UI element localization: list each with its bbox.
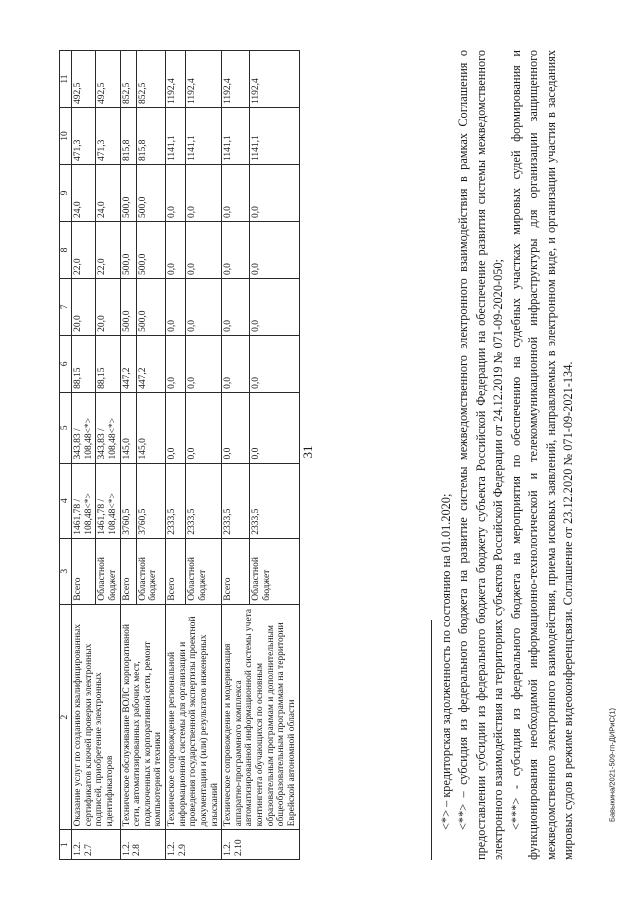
row-name-cell: Оказание услуг по созданию квалифицированных сертификатов ключей проверки электронных подписей, приобретение электронных идентификаторов [72,604,121,830]
value-cell: 0,0 [222,392,250,463]
value-cell: 88,15 [96,335,120,392]
value-cell: 0,0 [249,165,299,222]
page-number: 31 [300,445,315,459]
value-cell: 24,0 [72,165,96,222]
value-cell: 0,0 [166,221,186,278]
table-row [72,51,96,860]
column-number-header: 9 [60,165,72,222]
row-id-cell: 1.2. 2.10 [222,830,299,860]
value-cell: 1461,78 / 108,48<*> [96,463,120,538]
value-cell: 22,0 [72,221,96,278]
value-cell: 0,0 [222,165,250,222]
funding-source-cell: Областной бюджет [249,538,299,604]
row-name-cell: Техническое обслуживание ВОЛС корпоративной сети, автоматизированных рабочих мест, подключенных к корпоративной сети, ремонт компьютерной техники [120,604,166,830]
value-cell: 500,0 [120,165,136,222]
value-cell: 2333,5 [249,463,299,538]
value-cell: 815,8 [120,108,136,165]
value-cell: 1141,1 [222,108,250,165]
value-cell: 0,0 [222,335,250,392]
row-id-cell: 1.2. 2.7 [72,830,121,860]
value-cell: 1141,1 [166,108,186,165]
value-cell: 815,8 [136,108,165,165]
budget-table [59,50,300,860]
column-number-header: 6 [60,335,72,392]
footnote-federal-subsidy-interaction: <**> – субсидия из федерального бюджета на развитие системы межведомственного электронного взаимодействия в рамках Соглашения о предоставлении субсидии из федерального бюджета бюджету субъекта Российской Федерации на обеспечение развития системы межведомственного электронного взаимодействия на территориях субъектов Российской Федерации от 24.12.2019 № 071-09-2020-050; [456,50,506,860]
value-cell: 0,0 [186,278,222,335]
value-cell: 343,83 / 108,48<*> [96,392,120,463]
value-cell: 492,5 [72,51,96,108]
value-cell: 2333,5 [222,463,250,538]
value-cell: 492,5 [96,51,120,108]
value-cell: 0,0 [222,221,250,278]
value-cell: 3760,5 [120,463,136,538]
value-cell: 500,0 [120,278,136,335]
value-cell: 500,0 [136,165,165,222]
value-cell: 0,0 [166,278,186,335]
column-number-header: 5 [60,392,72,463]
value-cell: 1141,1 [249,108,299,165]
footnotes-block [431,50,578,860]
value-cell: 1461,78 / 108,48<*> [72,463,96,538]
value-cell: 0,0 [166,392,186,463]
value-cell: 0,0 [166,335,186,392]
funding-source-cell: Всего [72,538,96,604]
value-cell: 471,3 [96,108,120,165]
value-cell: 0,0 [249,221,299,278]
column-number-header: 7 [60,278,72,335]
value-cell: 0,0 [249,392,299,463]
column-number-header: 10 [60,108,72,165]
value-cell: 20,0 [72,278,96,335]
column-number-header: 1 [60,830,72,860]
value-cell: 22,0 [96,221,120,278]
column-number-header: 8 [60,221,72,278]
value-cell: 2333,5 [186,463,222,538]
row-id-cell: 1.2. 2.8 [120,830,166,860]
value-cell: 447,2 [136,335,165,392]
funding-source-cell: Всего [120,538,136,604]
value-cell: 24,0 [96,165,120,222]
value-cell: 1141,1 [186,108,222,165]
row-name-cell: Техническое сопровождение региональной информационной системы для организации и проведения государственной экспертизы проектной документации и (или) результатов инженерных изысканий [166,604,222,830]
value-cell: 3760,5 [136,463,165,538]
table-row [120,51,136,860]
value-cell: 0,0 [186,165,222,222]
value-cell: 1192,4 [249,51,299,108]
funding-source-cell: Областной бюджет [136,538,165,604]
column-number-header: 2 [60,604,72,830]
value-cell: 343,83 / 108,48<*> [72,392,96,463]
value-cell: 1192,4 [166,51,186,108]
funding-source-cell: Всего [166,538,186,604]
funding-source-cell: Всего [222,538,250,604]
value-cell: 0,0 [222,278,250,335]
value-cell: 0,0 [249,335,299,392]
footnote-credit-debt: <*> – кредиторская задолженность по состоянию на 01.01.2020; [439,493,453,830]
table-row [222,51,250,860]
value-cell: 1192,4 [222,51,250,108]
value-cell: 500,0 [120,221,136,278]
value-cell: 88,15 [72,335,96,392]
table-row [166,51,186,860]
value-cell: 0,0 [186,335,222,392]
value-cell: 852,5 [120,51,136,108]
table-header-row [60,51,72,860]
value-cell: 0,0 [249,278,299,335]
row-id-cell: 1.2. 2.9 [166,830,222,860]
funding-source-cell: Областной бюджет [96,538,120,604]
value-cell: 0,0 [186,221,222,278]
footnote-rule [431,620,432,860]
value-cell: 20,0 [96,278,120,335]
funding-source-cell: Областной бюджет [186,538,222,604]
column-number-header: 11 [60,51,72,108]
row-name-cell: Техническое сопровождение и модернизация аппаратно-программного комплекса автоматизированной информационной системы учета контингента обучающихся по основным образовательным программам и дополнительным общеобразовательным программам на территории Еврейской автономной области [222,604,299,830]
column-number-header: 3 [60,538,72,604]
document-code: Бавыкина/2021-509-гп-ДИРиС(1) [607,707,617,823]
value-cell: 447,2 [120,335,136,392]
footnote-federal-subsidy-courts: <***> - субсидия из федерального бюджета на мероприятия по обеспечению на судебных участках мировых судей формирования и функционирования необходимой информационно-технологической и телекоммуникационной инфраструктуры для организации защищенного межведомственного электронного взаимодействия, приема исковых заявлений, направляемых в электронном виде, и организации участия в заседаниях мировых судов в режиме видеоконференцсвязи. Соглашение от 23.12.2020 № 071-09-2021-134. [508,50,576,860]
value-cell: 1192,4 [186,51,222,108]
value-cell: 471,3 [72,108,96,165]
value-cell: 145,0 [136,392,165,463]
rotated-document-sheet [59,50,579,860]
value-cell: 145,0 [120,392,136,463]
value-cell: 0,0 [166,165,186,222]
value-cell: 2333,5 [166,463,186,538]
value-cell: 500,0 [136,278,165,335]
value-cell: 500,0 [136,221,165,278]
value-cell: 0,0 [186,392,222,463]
column-number-header: 4 [60,463,72,538]
value-cell: 852,5 [136,51,165,108]
